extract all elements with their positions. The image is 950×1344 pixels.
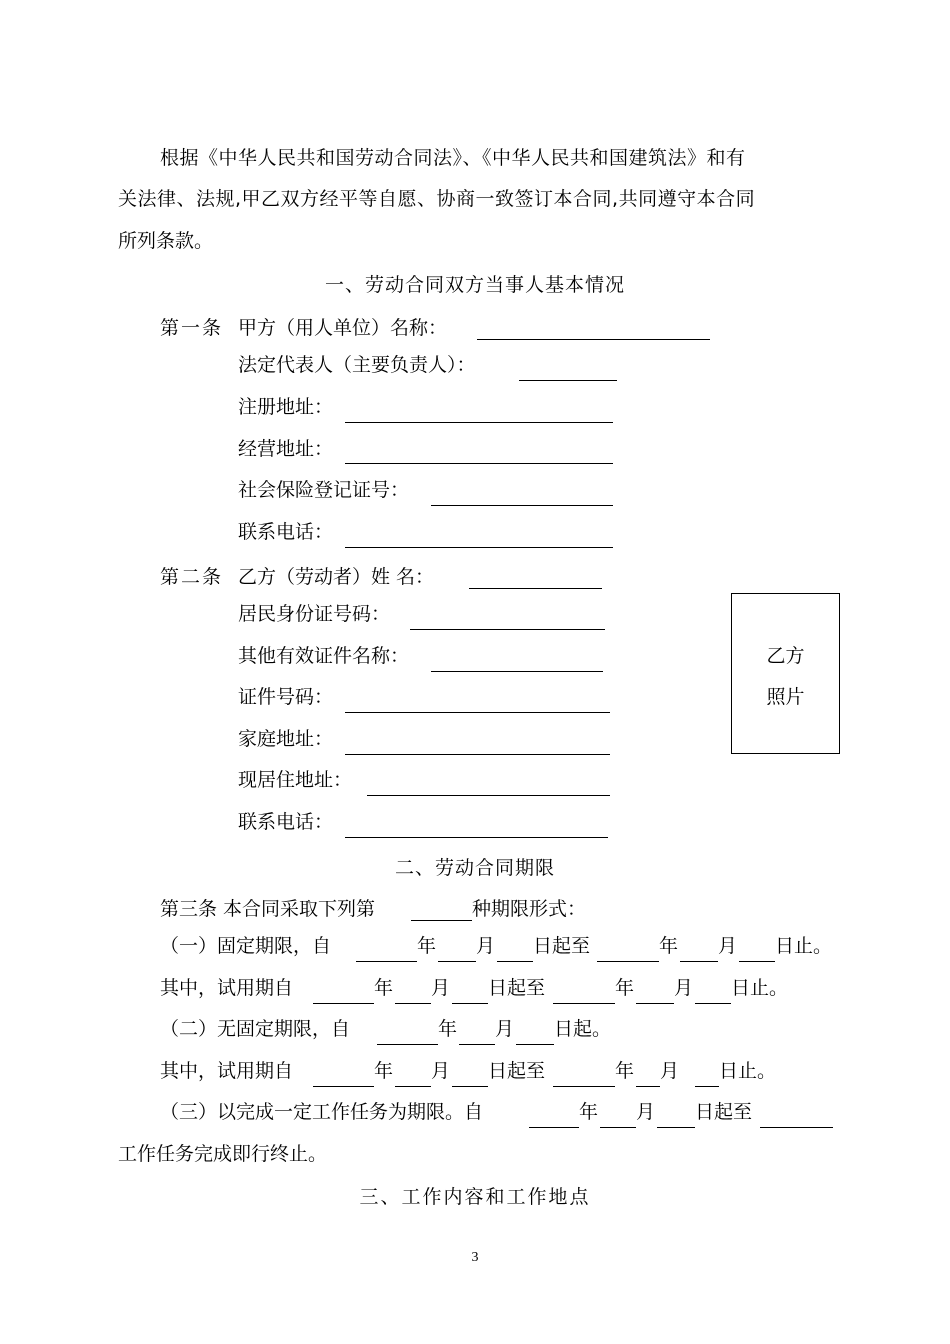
employer-phone-label: 联系电话：: [238, 521, 334, 543]
biz-address-blank[interactable]: [345, 463, 613, 464]
task-end-text: 工作任务完成即行终止。: [118, 1143, 328, 1165]
task-start-day-blank[interactable]: [657, 1127, 695, 1128]
page-number: 3: [471, 1250, 479, 1265]
section-2-title: 二、劳动合同期限: [394, 857, 555, 879]
home-address-label: 家庭地址：: [238, 728, 334, 750]
article-1-label: 第一条: [160, 317, 224, 339]
id-no-blank[interactable]: [345, 712, 610, 713]
legal-rep-label: 法定代表人（主要负责人）：: [238, 354, 476, 376]
home-address-blank[interactable]: [345, 754, 610, 755]
probation-1-end-month-text: 月: [674, 977, 694, 999]
social-insurance-label: 社会保险登记证号：: [238, 479, 410, 501]
article-3-intro-end: 种期限形式：: [472, 898, 587, 920]
task-term-label: （三）以完成一定工作任务为期限。自: [160, 1101, 484, 1123]
term-form-blank[interactable]: [411, 920, 472, 921]
preamble-line-3: 所列条款。: [118, 230, 214, 252]
open-term-label: （二）无固定期限，自: [160, 1018, 351, 1040]
probation-1-start-month-blank[interactable]: [395, 1003, 431, 1004]
probation-1-end-year-blank[interactable]: [553, 1003, 615, 1004]
task-start-month-blank[interactable]: [600, 1127, 636, 1128]
probation-2-end-month-text: 月: [660, 1060, 680, 1082]
other-id-name-blank[interactable]: [431, 671, 603, 672]
employer-name-blank[interactable]: [477, 339, 710, 340]
probation-1-end-month-blank[interactable]: [636, 1003, 674, 1004]
probation-2-end-year-text: 年: [615, 1060, 635, 1082]
section-1-title: 一、劳动合同双方当事人基本情况: [324, 274, 625, 296]
probation-1-end-day-blank[interactable]: [695, 1003, 731, 1004]
legal-rep-blank[interactable]: [519, 380, 617, 381]
probation-1-start-year-text: 年: [374, 977, 394, 999]
article-2-label: 第二条: [160, 566, 224, 588]
preamble-line-2: 关法律、法规,甲乙双方经平等自愿、协商一致签订本合同,共同遵守本合同: [118, 188, 756, 210]
probation-1-end-year-text: 年: [615, 977, 635, 999]
open-from-text: 日起。: [554, 1018, 612, 1040]
open-start-year-text: 年: [438, 1018, 458, 1040]
id-number-blank[interactable]: [410, 629, 605, 630]
task-end-blank[interactable]: [760, 1127, 833, 1128]
probation-2-start-year-blank[interactable]: [313, 1086, 374, 1087]
probation-1-from-text: 日起至: [488, 977, 546, 999]
task-start-year-blank[interactable]: [529, 1127, 579, 1128]
open-start-year-blank[interactable]: [377, 1044, 438, 1045]
photo-label-2: 照片: [766, 686, 805, 708]
probation-2-to-text: 日止。: [719, 1060, 777, 1082]
fixed-to-text: 日止。: [775, 935, 833, 957]
worker-name-label: 乙方（劳动者）姓 名：: [238, 566, 435, 588]
fixed-from-text: 日起至: [533, 935, 591, 957]
probation-1-label: 其中，试用期自: [160, 977, 294, 999]
photo-box: [731, 593, 840, 754]
fixed-end-month-blank[interactable]: [680, 961, 718, 962]
worker-phone-label: 联系电话：: [238, 811, 334, 833]
fixed-end-day-blank[interactable]: [739, 961, 775, 962]
reg-address-label: 注册地址：: [238, 396, 334, 418]
preamble-line-1: 根据《中华人民共和国劳动合同法》、《中华人民共和国建筑法》和有: [160, 147, 746, 169]
employer-name-label: 甲方（用人单位）名称：: [238, 317, 448, 339]
fixed-start-month-blank[interactable]: [438, 961, 476, 962]
worker-phone-blank[interactable]: [345, 837, 608, 838]
fixed-term-label: （一）固定期限，自: [160, 935, 332, 957]
fixed-end-year-blank[interactable]: [597, 961, 659, 962]
id-number-label: 居民身份证号码：: [238, 603, 391, 625]
other-id-name-label: 其他有效证件名称：: [238, 645, 410, 667]
employer-phone-blank[interactable]: [345, 547, 613, 548]
probation-2-label: 其中，试用期自: [160, 1060, 294, 1082]
worker-name-blank[interactable]: [469, 588, 602, 589]
open-start-month-blank[interactable]: [459, 1044, 495, 1045]
current-address-blank[interactable]: [367, 795, 610, 796]
fixed-start-day-blank[interactable]: [497, 961, 533, 962]
probation-1-start-day-blank[interactable]: [452, 1003, 488, 1004]
fixed-end-year-text: 年: [659, 935, 679, 957]
fixed-end-month-text: 月: [718, 935, 738, 957]
probation-2-end-month-blank[interactable]: [636, 1086, 660, 1087]
reg-address-blank[interactable]: [345, 422, 613, 423]
probation-1-to-text: 日止。: [731, 977, 789, 999]
biz-address-label: 经营地址：: [238, 438, 334, 460]
photo-label-1: 乙方: [766, 645, 805, 667]
id-no-label: 证件号码：: [238, 686, 334, 708]
open-start-month-text: 月: [495, 1018, 515, 1040]
probation-2-end-year-blank[interactable]: [553, 1086, 615, 1087]
probation-2-end-day-blank[interactable]: [695, 1086, 719, 1087]
social-insurance-blank[interactable]: [431, 505, 613, 506]
section-3-title: 三、工作内容和工作地点: [359, 1186, 591, 1208]
probation-2-start-day-blank[interactable]: [452, 1086, 488, 1087]
probation-2-from-text: 日起至: [488, 1060, 546, 1082]
task-start-month-text: 月: [636, 1101, 656, 1123]
fixed-start-month-text: 月: [476, 935, 496, 957]
fixed-start-year-blank[interactable]: [356, 961, 417, 962]
task-start-year-text: 年: [579, 1101, 599, 1123]
probation-1-start-month-text: 月: [431, 977, 451, 999]
probation-2-start-year-text: 年: [374, 1060, 394, 1082]
fixed-start-year-text: 年: [417, 935, 437, 957]
probation-2-start-month-blank[interactable]: [395, 1086, 431, 1087]
article-3-intro: 第三条 本合同采取下列第: [160, 898, 376, 920]
current-address-label: 现居住地址：: [238, 769, 353, 791]
probation-2-start-month-text: 月: [431, 1060, 451, 1082]
probation-1-start-year-blank[interactable]: [313, 1003, 374, 1004]
open-start-day-blank[interactable]: [516, 1044, 554, 1045]
task-from-text: 日起至: [695, 1101, 753, 1123]
